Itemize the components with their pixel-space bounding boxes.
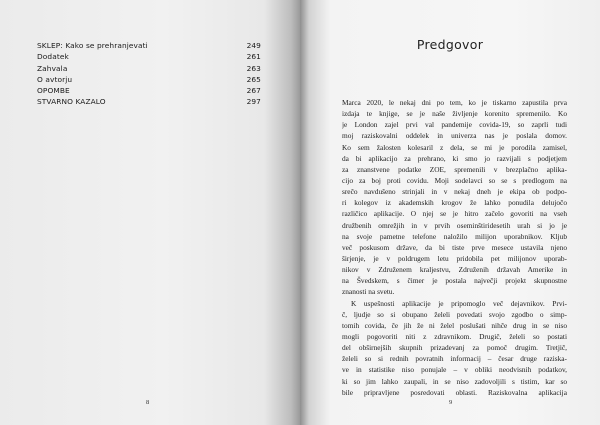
text-line: ve in statistike niso ponujale – v obliki neodvisnih podatkov, — [342, 365, 567, 375]
toc-entry-title: O avtorju — [37, 74, 73, 84]
text-line: mogli pogovoriti niti z zdravnikom. Drugič, želeli so postati — [342, 331, 567, 341]
text-line: več poskusom države, da bi tiste prve mesece ustavila njeno — [342, 242, 567, 252]
text-line: cijo za boj proti covidu. Moji sodelavci so se s predlogom na — [342, 175, 567, 185]
text-line: bile pripravljene posredovati oblasti. Raziskovalna aplikacija — [342, 387, 567, 397]
body-text — [342, 97, 567, 398]
chapter-title: Predgovor — [416, 37, 484, 52]
toc-entry — [37, 96, 261, 107]
toc-entry-page: 263 — [246, 63, 261, 73]
text-line: Ko sem žalosten kolesaril z dela, se mi je porodila zamisel, — [342, 142, 567, 152]
toc-entry-page: 267 — [246, 86, 261, 96]
text-line: č, ljudje so si obupano želeli povedati svojo zgodbo o simp- — [342, 309, 567, 319]
toc-entry — [37, 74, 261, 85]
toc-entry-title: Zahvala — [37, 63, 68, 73]
toc-entry-title: OPOMBE — [37, 86, 70, 96]
toc-entry-title: Dodatek — [37, 52, 69, 62]
page-number: 9 — [449, 399, 453, 406]
text-line: na svoje pametne telefone naložilo milijon uporabnikov. Kljub — [342, 231, 567, 241]
text-line: del obširnejših skupnih prizadevanj za pomoč drugim. Tretjič, — [342, 343, 567, 353]
toc-entry-page: 249 — [246, 41, 261, 50]
toc-entry-title: STVARNO KAZALO — [37, 97, 106, 107]
text-line: želeli so si rednih povratnih informacij – česar druge raziska- — [342, 354, 567, 364]
toc-entry-page: 265 — [246, 74, 261, 84]
text-line: ri kolegov iz akademskih krogov že lahko ponudila delujočo — [342, 198, 567, 208]
text-line: na Švedskem, s čimer je postala največji projekt skupnostne — [342, 276, 567, 286]
text-line: Marca 2020, le nekaj dni po tem, ko je tiskarno zapustila prva — [342, 98, 567, 107]
text-line: ki so jim lahko zaupali, in se niso zadovoljili s tistim, kar so — [342, 376, 567, 386]
text-line: K uspešnosti aplikacije je pripomoglo več dejavnikov. Prvi- — [351, 298, 567, 308]
table-of-contents — [37, 40, 261, 108]
text-line: je London zajel prvi val pandemije covida-19, so zaprli tudi — [342, 120, 567, 130]
text-line: moj raziskovalni oddelek in univerza nas je poslala domov. — [342, 131, 567, 141]
text-line: srečo navdušeno strinjali in v nekaj dneh je ekipa ob podpo- — [342, 187, 567, 197]
text-line: da bi aplikacijo za prehrano, ki smo jo razvijali s podjetjem — [342, 153, 567, 163]
right-page — [300, 0, 600, 425]
page-number: 8 — [146, 399, 150, 406]
toc-entry-page: 297 — [246, 97, 261, 107]
toc-entry — [37, 40, 261, 51]
toc-entry-page: 261 — [246, 52, 261, 62]
text-line: znanosti na svetu. — [342, 287, 395, 297]
toc-entry-title: SKLEP: Kako se prehranjevati — [37, 41, 148, 50]
toc-entry — [37, 63, 261, 74]
toc-entry — [37, 51, 261, 62]
toc-entry — [37, 85, 261, 96]
text-line: tomih covida, če jih že ni želel poslušati nihče drug in se niso — [342, 320, 567, 330]
text-line: za znanstvene podatke ZOE, spremenili v brezplačno aplika- — [342, 164, 567, 174]
text-line: izdaja te knjige, se je naše življenje korenito spremenilo. Ko — [342, 109, 567, 119]
text-line: širjenje, je v poldrugem letu pridobila pet milijonov uporab- — [342, 253, 567, 263]
text-line: različico aplikacije. O njej se je hitro začelo govoriti na vseh — [342, 209, 567, 219]
text-line: družbenih omrežjih in v prvih oseminštiridesetih urah si jo je — [342, 220, 567, 230]
text-line: nikov v Združenem kraljestvu, Združenih državah Amerike in — [342, 265, 567, 275]
